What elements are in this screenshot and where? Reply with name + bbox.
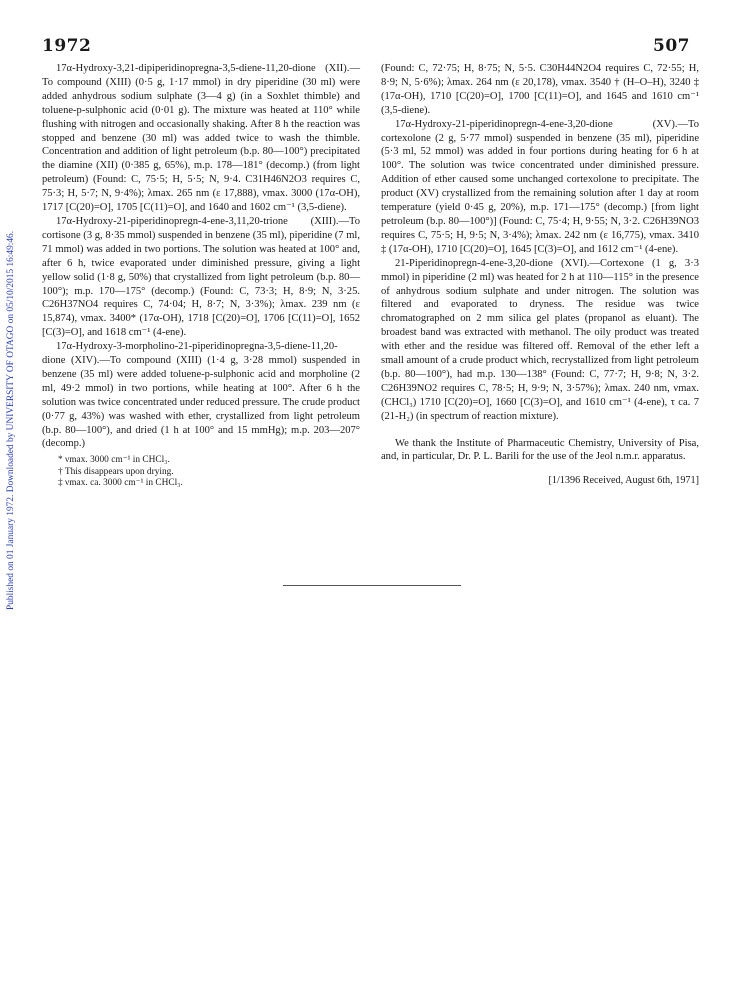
download-watermark <box>6 30 18 610</box>
paragraph-compound-xiv: 17α-Hydroxy-3-morpholino-21-piperidinopregna-3,5-diene-11,20-dione (XIV).—To compound (XIII) (1·4 g, 3·28 mmol) suspended in benzene (35 ml) were added toluene-p-sulphonic acid and morpholine (2 ml, 49·2 mmol) in two portions, while heating at 100°. After 6 h the solution was twice concentrated under reduced pressure. The crude product (0·77 g, 43%) was washed with ether, crystallized from light petroleum (b.p. 80—100°), and dried (1 h at 100° and 15 mmHg); m.p. 203—207° (decomp.) <box>42 341 360 450</box>
left-column <box>42 62 360 490</box>
paragraph-compound-xiii: 17α-Hydroxy-21-piperidinopregn-4-ene-3,11,20-trione (XIII).—To cortisone (3 g, 8·35 mmol) suspended in benzene (35 ml), piperidine (7 ml, 71 mmol) was added in two portions. The solution was heated at 100° and, after 6 h, twice evaporated under diminished pressure, giving a light yellow solid (1·8 g, 50%) that crystallized from light petroleum (b.p. 80—100°); m.p. 170—175° (decomp.) (Found: C, 73·3; H, 8·9; N, 3·25. C26H37NO4 requires C, 74·04; H, 8·7; N, 3·3%); λmax. 239 nm (ε 15,874), νmax. 3400* (17α-OH), 1718 [C(20)=O], 1706 [C(11)=O], 1652 [C(3)=O], and 1618 cm⁻¹ (4-ene). <box>42 215 360 339</box>
paragraph-compound-xvi: 21-Piperidinopregn-4-ene-3,20-dione (XVI).—Cortexone (1 g, 3·3 mmol) in piperidine (2 ml) was heated for 2 h at 110—115° in the presence of anhydrous sodium sulphate and under nitrogen. The solution was filtered and evaporated to dryness. The residue was twice chromatographed on 2 mm silica gel plates (propanol as eluant). The broadest band was extracted with methanol. The oily product was treated with ether and the residue was filtered off. Removal of the ether left a small amount of a crude product which, recrystallized from light petroleum (b.p. 80—100°), had m.p. 130—138° (Found: C, 77·7; H, 9·8; N, 3·2. C26H39NO2 requires C, 78·5; H, 9·9; N, 3·57%); λmax. 240 nm, νmax. (CHCl₃) 1710 [C(20)=O], 1660 [C(3)=O], and 1610 cm⁻¹ (4-ene), τ ca. 7 (21-H₂) (in spectrum of reaction mixture). <box>381 257 699 422</box>
footnotes <box>42 455 360 490</box>
footnote: † This disappears upon drying. <box>58 466 174 477</box>
paragraph-compound-xv: 17α-Hydroxy-21-piperidinopregn-4-ene-3,20-dione (XV).—To cortexolone (2 g, 5·77 mmol) suspended in benzene (35 ml), piperidine (5·3 ml, 52 mmol) was added in four portions during heating for 6 h at 100°. The solution was twice concentrated under diminished pressure. Addition of ether caused some unchanged cortexolone to precipitate. The product (XV) crystallized from the remaining solution after 1 day at room temperature (yield 0·45 g, 20%), m.p. 171—175° (decomp.) [from light petroleum (b.p. 80—100°)] (Found: C, 75·4; H, 9·55; N, 3·2. C26H39NO3 requires C, 75·5; H, 9·5; N, 3·4%); λmax. 242 nm (ε 16,775), νmax. 3410 ‡ (17α-OH), 1710 [C(20)=O], 1645 [C(3)=O], and 1612 cm⁻¹ (4-ene). <box>381 118 699 255</box>
download-watermark-text: Published on 01 January 1972. Downloaded by UNIVERSITY OF OTAGO on 05/10/2015 16:49:46. <box>6 230 16 610</box>
end-rule <box>283 585 461 586</box>
page-number-right: 507 <box>653 36 690 56</box>
paragraph-compound-xiv-continued: (Found: C, 72·75; H, 8·75; N, 5·5. C30H44N2O4 requires C, 72·55; H, 8·9; N, 5·6%); λmax. 264 nm (ε 20,178), νmax. 3540 † (H–O–H), 3240 ‡ (17α-OH), 1710 [C(20)=O], 1700 [C(11)=O], and 1645 and 1610 cm⁻¹ (3,5-diene). <box>381 63 699 116</box>
acknowledgement: We thank the Institute of Pharmaceutic Chemistry, University of Pisa, and, in particular, Dr. P. L. Barili for the use of the Jeol n.m.r. apparatus. <box>381 437 699 463</box>
right-column <box>381 62 699 488</box>
paragraph-compound-xii: 17α-Hydroxy-3,21-dipiperidinopregna-3,5-diene-11,20-dione (XII).—To compound (XIII) (0·5 g, 1·17 mmol) in dry piperidine (30 ml) were added anhydrous sodium sulphate (3—4 g) (in a Soxhlet thimble) and toluene-p-sulphonic acid (0·01 g). The mixture was heated at 110° while flushing with nitrogen and occasionally shaking. After 8 h the reaction was stopped and benzene (30 ml) was added twice to wash the thimble. Concentration and addition of light petroleum (b.p. 80—100°) precipitated the diamine (XII) (0·385 g, 65%), m.p. 178—181° (decomp.) (from light petroleum) (Found: C, 75·5; H, 5·5; N, 9·4. C31H46N2O3 requires C, 75·3; H, 5·7; N, 9·4%); λmax. 265 nm (ε 17,888), νmax. 3000 (17α-OH), 1717 [C(20)=O], 1705 [C(11)=O], and 1640 and 1602 cm⁻¹ (3,5-diene). <box>42 63 360 214</box>
footnote: ‡ νmax. ca. 3000 cm⁻¹ in CHCl₃. <box>58 478 183 489</box>
footnote: * νmax. 3000 cm⁻¹ in CHCl₃. <box>58 455 170 466</box>
received-date: [1/1396 Received, August 6th, 1971] <box>548 475 699 487</box>
page-number-left: 1972 <box>42 36 92 56</box>
